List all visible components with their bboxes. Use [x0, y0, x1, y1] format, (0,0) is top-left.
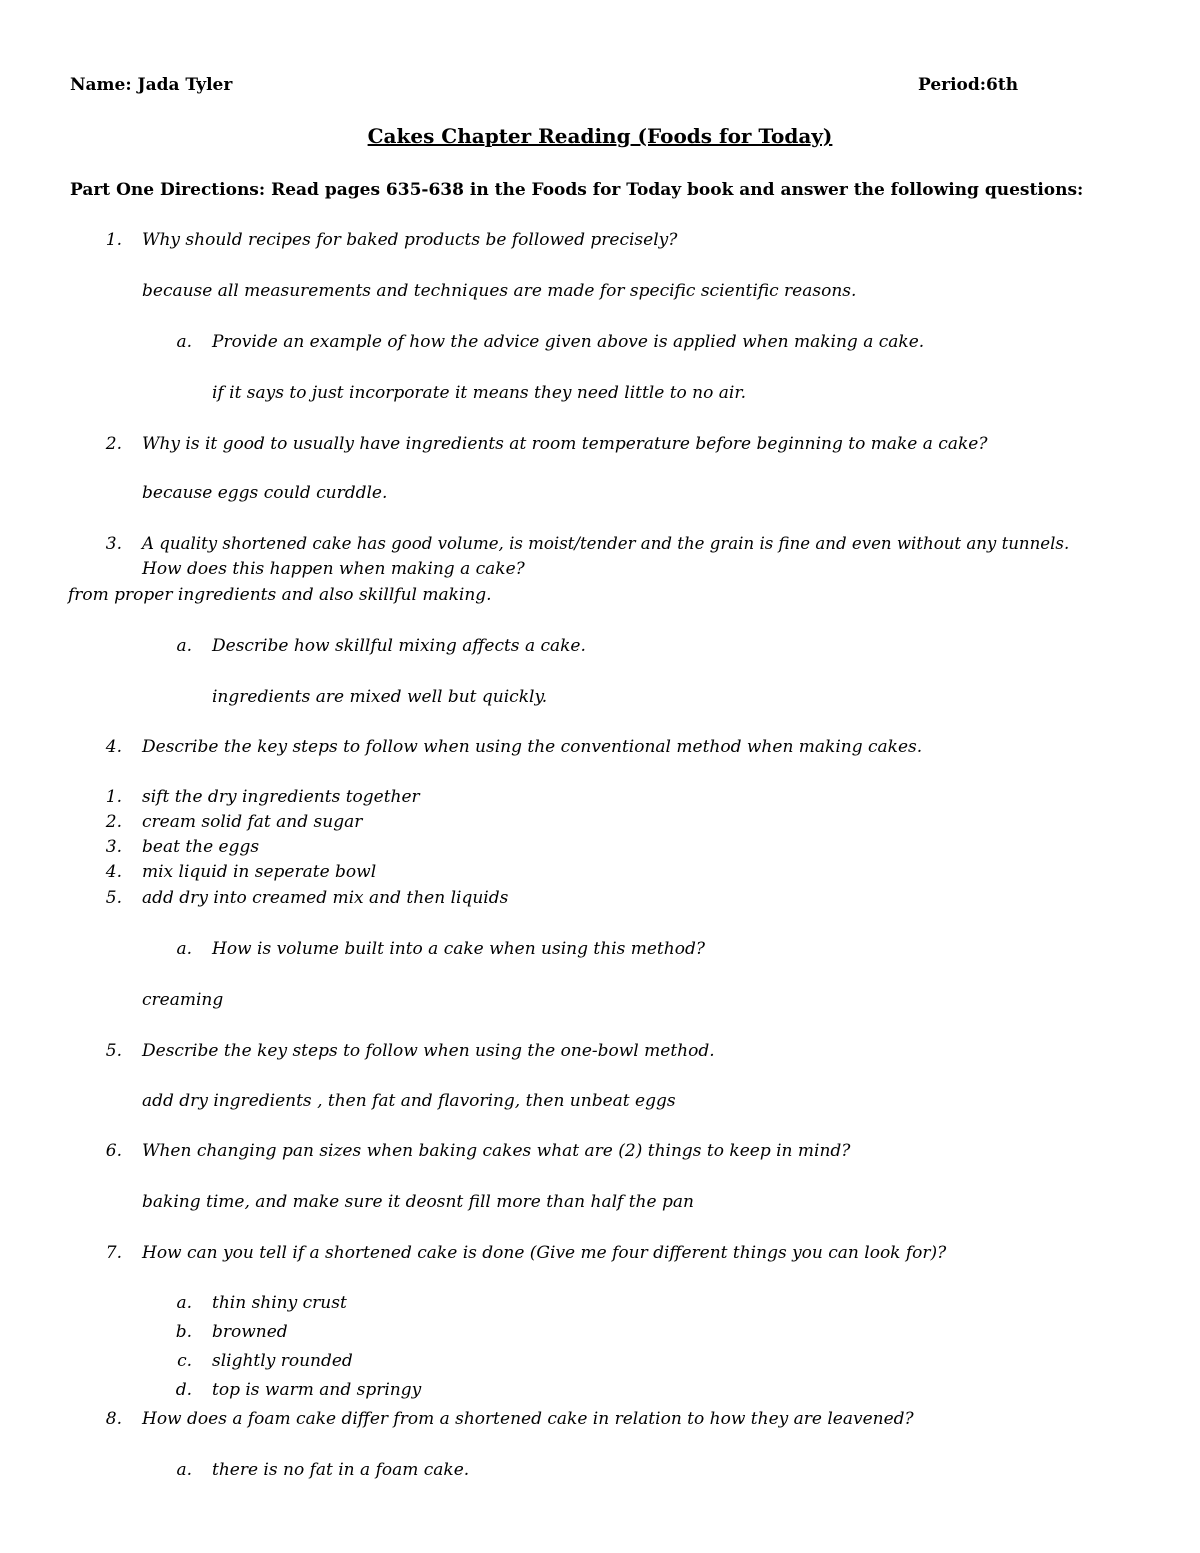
page-title: Cakes Chapter Reading (Foods for Today): [367, 124, 833, 148]
sub-question-text: Describe how skillful mixing affects a cake.: [212, 636, 586, 656]
question-number: 3.: [105, 534, 122, 554]
sub-answer-text: there is no fat in a foam cake.: [212, 1460, 470, 1480]
question-text: A quality shortened cake has good volume, is moist/tender and the grain is fine and even without any tunnels.: [142, 534, 1070, 553]
question-text: Describe the key steps to follow when using the one-bowl method.: [142, 1041, 715, 1061]
item-letter: b.: [175, 1322, 192, 1342]
question-number: 4.: [105, 737, 122, 757]
step-number: 5.: [105, 888, 122, 908]
question-text: How does a foam cake differ from a shortened cake in relation to how they are leavened?: [142, 1409, 914, 1429]
sub-answer-text: ingredients are mixed well but quickly.: [212, 687, 548, 707]
step-text: cream solid fat and sugar: [142, 812, 363, 832]
question-number: 7.: [105, 1243, 122, 1263]
item-letter: a.: [176, 1293, 192, 1313]
question-number: 8.: [105, 1409, 122, 1429]
step-number: 3.: [105, 837, 122, 857]
answer-text: because all measurements and techniques are made for specific scientific reasons.: [142, 281, 857, 301]
question-number: 1.: [105, 230, 122, 250]
answer-text: baking time, and make sure it deosnt fill more than half the pan: [142, 1192, 694, 1212]
question-text: Why is it good to usually have ingredients at room temperature before beginning to make a cake?: [142, 434, 988, 454]
step-number: 4.: [105, 862, 122, 882]
answer-text: add dry ingredients , then fat and flavoring, then unbeat eggs: [142, 1091, 676, 1111]
sub-letter: a.: [176, 636, 192, 656]
question-text: When changing pan sizes when baking cakes what are (2) things to keep in mind?: [142, 1141, 851, 1161]
sub-answer-text: if it says to just incorporate it means they need little to no air.: [212, 383, 746, 403]
question-number: 2.: [105, 434, 122, 454]
answer-text: creaming: [142, 990, 224, 1010]
step-number: 2.: [105, 812, 122, 832]
step-text: add dry into creamed mix and then liquids: [142, 888, 509, 908]
question-number: 6.: [105, 1141, 122, 1161]
item-text: top is warm and springy: [212, 1380, 422, 1400]
item-letter: d.: [175, 1380, 192, 1400]
step-text: beat the eggs: [142, 837, 260, 857]
question-number: 5.: [105, 1041, 122, 1061]
sub-question-text: How is volume built into a cake when using this method?: [212, 939, 705, 959]
question-text: Why should recipes for baked products be followed precisely?: [142, 230, 678, 250]
directions: Part One Directions: Read pages 635-638 in the Foods for Today book and answer the following questions:: [70, 180, 1084, 200]
sub-letter: a.: [176, 939, 192, 959]
sub-letter: a.: [176, 1460, 192, 1480]
item-letter: c.: [177, 1351, 192, 1371]
item-text: slightly rounded: [212, 1351, 353, 1371]
question-text-continued: How does this happen when making a cake?: [142, 559, 525, 579]
answer-text: from proper ingredients and also skillful making.: [68, 585, 492, 605]
sub-question-text: Provide an example of how the advice given above is applied when making a cake.: [212, 332, 925, 352]
step-text: mix liquid in seperate bowl: [142, 862, 377, 882]
student-name: Name: Jada Tyler: [70, 75, 233, 95]
student-period: Period:6th: [918, 75, 1019, 95]
sub-letter: a.: [176, 332, 192, 352]
question-text: Describe the key steps to follow when using the conventional method when making cakes.: [142, 737, 923, 757]
item-text: thin shiny crust: [212, 1293, 347, 1313]
answer-text: because eggs could curddle.: [142, 483, 388, 503]
item-text: browned: [212, 1322, 288, 1342]
question-text: How can you tell if a shortened cake is done (Give me four different things you can look for)?: [142, 1243, 947, 1263]
step-text: sift the dry ingredients together: [142, 787, 420, 807]
step-number: 1.: [105, 787, 122, 807]
